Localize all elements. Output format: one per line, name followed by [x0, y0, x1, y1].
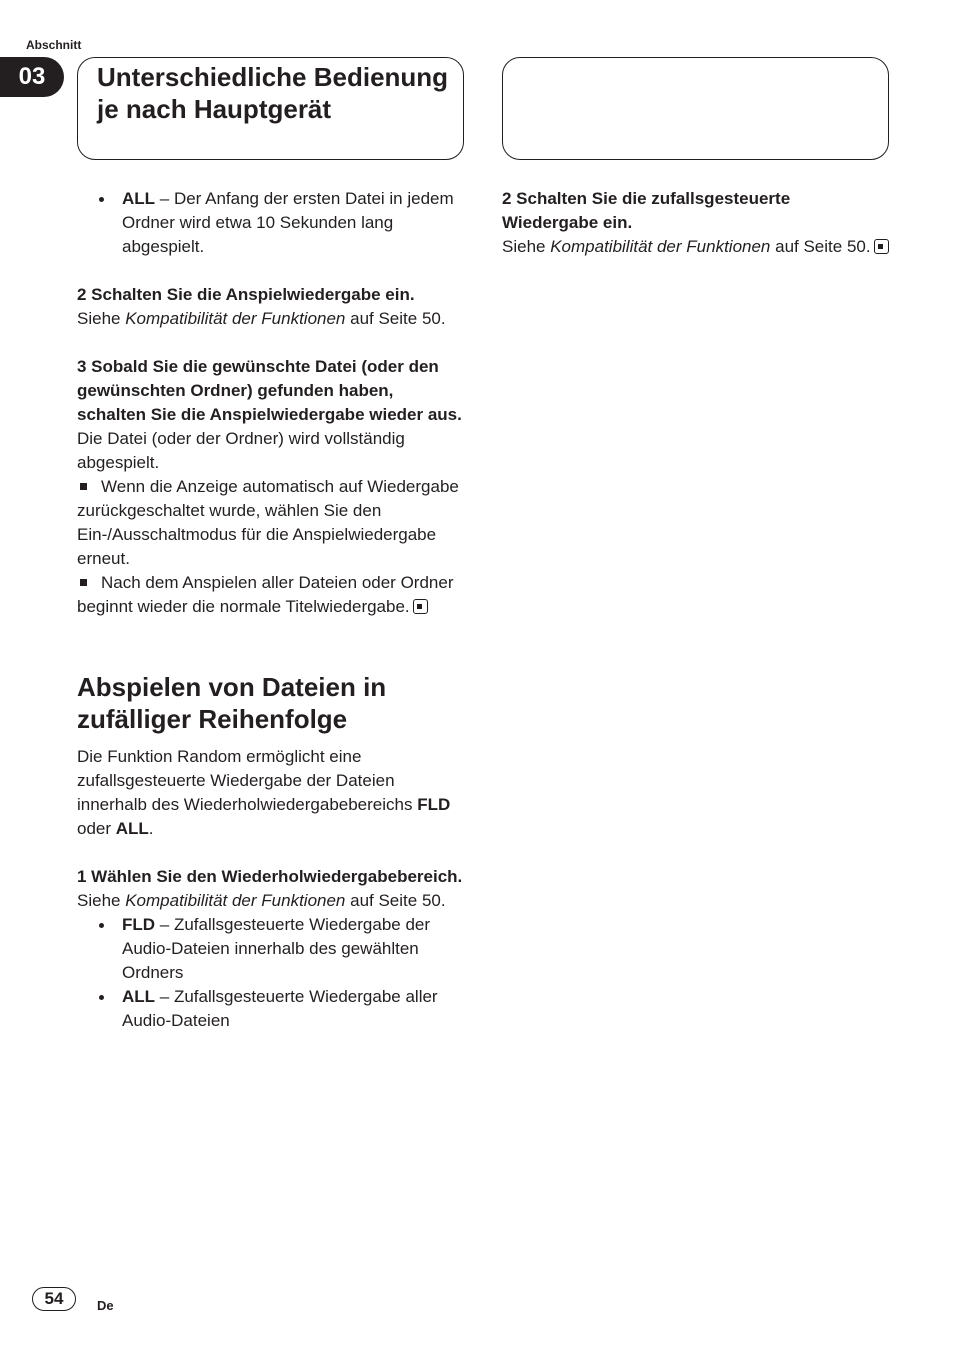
note-2: Nach dem Anspielen aller Dateien oder Ordner beginnt wieder die normale Titelwiedergabe.	[77, 573, 454, 616]
list-item: FLD – Zufallsgesteuerte Wiedergabe der Audio-Dateien innerhalb des gewählten Ordners	[99, 913, 465, 985]
header-title-box	[77, 57, 464, 160]
note-square-icon	[80, 579, 87, 586]
section-label: Abschnitt	[26, 38, 82, 52]
right-step-2-heading: 2 Schalten Sie die zufallsgesteuerte Wiedergabe ein.	[502, 189, 791, 232]
step-2-reference: Siehe Kompatibilität der Funktionen auf Seite 50.	[77, 309, 446, 328]
note-square-icon	[80, 483, 87, 490]
header-empty-box	[502, 57, 889, 160]
random-intro: Die Funktion Random ermöglicht eine zufallsgesteuerte Wiedergabe der Dateien innerhalb des Wiederholwiedergabebereichs FLD oder ALL.	[77, 747, 451, 838]
random-step-1-heading: 1 Wählen Sie den Wiederholwiedergabebereich.	[77, 867, 463, 886]
step-2-heading: 2 Schalten Sie die Anspielwiedergabe ein.	[77, 285, 415, 304]
end-of-section-icon	[874, 239, 889, 254]
step-3-heading: 3 Sobald Sie die gewünschte Datei (oder den gewünschten Ordner) gefunden haben, schalten Sie die Anspielwiedergabe wieder aus.	[77, 357, 462, 424]
random-bullet-list	[99, 913, 465, 1033]
page-number: 54	[32, 1287, 76, 1311]
random-section-title: Abspielen von Dateien in zufälliger Reihenfolge	[77, 672, 387, 734]
list-item: ALL – Der Anfang der ersten Datei in jedem Ordner wird etwa 10 Sekunden lang abgespielt.	[99, 187, 465, 259]
right-step-2-reference: Siehe Kompatibilität der Funktionen auf Seite 50.	[502, 235, 890, 259]
random-step-1-reference: Siehe Kompatibilität der Funktionen auf Seite 50.	[77, 891, 446, 910]
left-column	[77, 187, 465, 1033]
section-number-badge: 03	[0, 57, 64, 97]
header-title: Unterschiedliche Bedienung je nach Hauptgerät	[97, 62, 449, 124]
bullet-list-top	[99, 187, 465, 259]
end-of-section-icon	[413, 599, 428, 614]
note-1: Wenn die Anzeige automatisch auf Wiedergabe zurückgeschaltet wurde, wählen Sie den Ein-/Ausschaltmodus für die Anspielwiedergabe erneut.	[77, 477, 459, 568]
step-3-body: Die Datei (oder der Ordner) wird vollständig abgespielt.	[77, 429, 405, 472]
list-item: ALL – Zufallsgesteuerte Wiedergabe aller Audio-Dateien	[99, 985, 465, 1033]
right-column	[502, 187, 890, 259]
language-code: De	[97, 1298, 114, 1313]
